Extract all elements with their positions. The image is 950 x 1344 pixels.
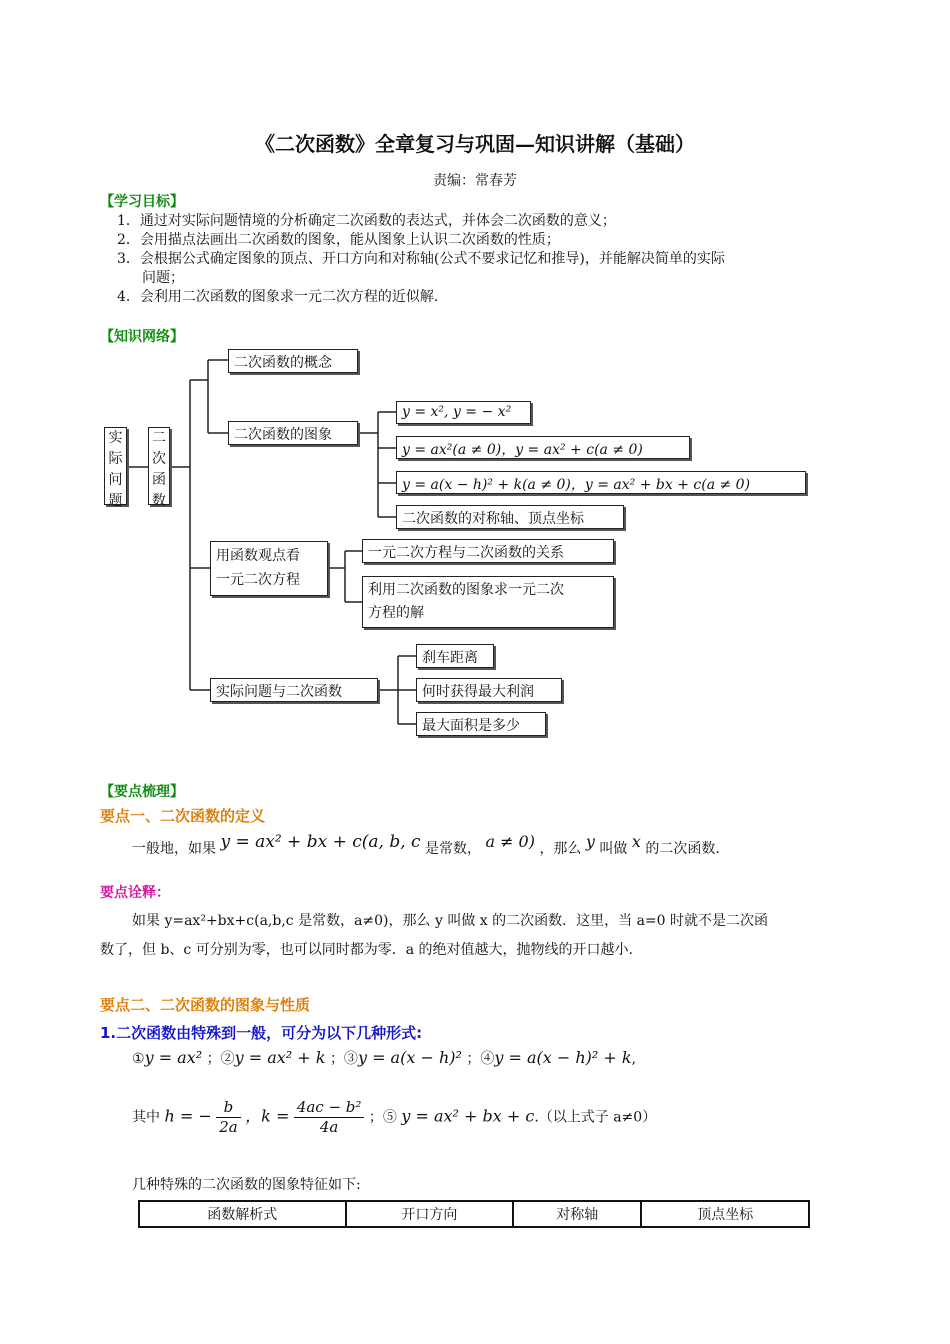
explain-line: 如果 y=ax²+bx+c(a,b,c 是常数，a≠0)，那么 y 叫做 x 的二次函数．这里，当 a=0 时就不是二次函 bbox=[132, 913, 769, 929]
table-header-cell: 对称轴 bbox=[513, 1201, 641, 1227]
where-text: 其中 bbox=[132, 1109, 160, 1126]
k-denominator: 4a bbox=[319, 1118, 339, 1136]
def-formula: y = ax² + bx + c(a, b, c bbox=[220, 832, 421, 852]
h-numerator: b bbox=[216, 1098, 241, 1118]
equation-line: 用函数观点看 bbox=[216, 548, 300, 564]
sub-char: 次 bbox=[152, 451, 166, 467]
objectives-heading: 【学习目标】 bbox=[100, 194, 184, 210]
def-var-x: x bbox=[631, 832, 641, 851]
h-formula: h = − bbox=[164, 1106, 212, 1126]
form-formula: y = a(x − h)² + k bbox=[494, 1048, 632, 1067]
k-formula: ，k = bbox=[245, 1106, 290, 1126]
sub-char: 数 bbox=[152, 493, 166, 509]
graph-item-3: y = a(x − h)² + k(a ≠ 0)，y = ax² + bx + c(a ≠ 0) bbox=[396, 471, 806, 494]
h-denominator: 2a bbox=[219, 1118, 238, 1136]
equation-item-line: 利用二次函数的图象求一元二次 bbox=[368, 582, 564, 598]
objective-item: 2．会用描点法画出二次函数的图象，能从图象上认识二次函数的性质； bbox=[117, 232, 560, 248]
objective-item: 4．会利用二次函数的图象求一元二次方程的近似解. bbox=[117, 289, 439, 305]
subpoint-1: 1.二次函数由特殊到一般，可分为以下几种形式: bbox=[100, 1024, 423, 1042]
root-char: 际 bbox=[108, 451, 123, 467]
root-char: 问 bbox=[108, 472, 123, 488]
def-text: 的二次函数. bbox=[645, 841, 720, 857]
def-text: 叫做 bbox=[599, 841, 628, 857]
def-text: ，那么 bbox=[539, 841, 582, 857]
practical-item-1: 刹车距离 bbox=[416, 644, 494, 668]
form-formula: y = ax² + k bbox=[234, 1048, 326, 1067]
form-formula: y = ax² + bx + c bbox=[401, 1106, 535, 1126]
summary-heading: 【要点梳理】 bbox=[100, 784, 184, 800]
node-practical: 实际问题与二次函数 bbox=[210, 678, 378, 702]
sub-char: 函 bbox=[152, 472, 166, 488]
def-text: 一般地，如果 bbox=[132, 841, 216, 857]
table-header-cell: 函数解析式 bbox=[139, 1201, 346, 1227]
explain-line: 数了，但 b、c 可分别为零，也可以同时都为零．a 的绝对值越大，抛物线的开口越小. bbox=[100, 942, 633, 958]
table-header-cell: 顶点坐标 bbox=[641, 1201, 809, 1227]
graph-item-4: 二次函数的对称轴、顶点坐标 bbox=[396, 505, 624, 529]
form-formula: y = a(x − h)² bbox=[357, 1048, 462, 1067]
h-fraction bbox=[216, 1098, 241, 1137]
node-concept: 二次函数的概念 bbox=[228, 349, 358, 373]
form-marker: ；④ bbox=[466, 1051, 495, 1067]
page-title: 《二次函数》全章复习与巩固—知识讲解（基础） bbox=[255, 132, 695, 156]
form-note: .（以上式子 a≠0） bbox=[534, 1109, 657, 1126]
objective-item: 1．通过对实际问题情境的分析确定二次函数的表达式，并体会二次函数的意义； bbox=[117, 213, 616, 229]
equation-item-line: 方程的解 bbox=[368, 605, 424, 621]
point2-heading: 要点二、二次函数的图象与性质 bbox=[100, 996, 311, 1014]
node-equation bbox=[210, 541, 328, 596]
form-marker: ；⑤ bbox=[368, 1109, 397, 1126]
network-heading: 【知识网络】 bbox=[100, 329, 184, 345]
def-var-y: y bbox=[585, 832, 595, 851]
objective-item: 问题； bbox=[142, 270, 184, 286]
equation-item-2 bbox=[362, 576, 614, 628]
form-formula: y = ax² bbox=[144, 1048, 203, 1067]
network-quadratic-box bbox=[148, 427, 170, 509]
node-graph: 二次函数的图象 bbox=[228, 421, 358, 445]
feature-table bbox=[138, 1200, 810, 1228]
editor-line: 责编：常春芳 bbox=[433, 173, 517, 189]
network-root-box bbox=[104, 427, 127, 509]
equation-line: 一元二次方程 bbox=[216, 572, 300, 588]
where-line bbox=[132, 1098, 656, 1137]
practical-item-3: 最大面积是多少 bbox=[416, 712, 546, 736]
explain-heading: 要点诠释： bbox=[100, 885, 170, 901]
sub-char: 二 bbox=[152, 430, 166, 446]
root-char: 题 bbox=[108, 493, 123, 509]
def-condition: a ≠ 0) bbox=[485, 832, 535, 851]
graph-item-2: y = ax²(a ≠ 0)，y = ax² + c(a ≠ 0) bbox=[396, 436, 690, 459]
table-header-cell: 开口方向 bbox=[346, 1201, 514, 1227]
form-marker: ；② bbox=[206, 1051, 235, 1067]
form-marker: , bbox=[631, 1051, 637, 1067]
root-char: 实 bbox=[108, 430, 123, 446]
table-intro: 几种特殊的二次函数的图象特征如下: bbox=[132, 1177, 361, 1193]
k-numerator: 4ac − b² bbox=[294, 1098, 365, 1118]
objective-item: 3．会根据公式确定图象的顶点、开口方向和对称轴(公式不要求记忆和推导)，并能解决简单的实际 bbox=[117, 251, 725, 267]
def-text: 是常数， bbox=[424, 841, 481, 857]
graph-item-1: y = x², y = − x² bbox=[396, 401, 531, 424]
k-fraction bbox=[294, 1098, 365, 1137]
forms-line bbox=[132, 1048, 636, 1068]
practical-item-2: 何时获得最大利润 bbox=[416, 678, 562, 702]
form-marker: ；③ bbox=[329, 1051, 358, 1067]
equation-item-1: 一元二次方程与二次函数的关系 bbox=[362, 539, 614, 563]
table-header-row bbox=[139, 1201, 809, 1227]
form-marker: ① bbox=[132, 1051, 145, 1067]
definition-line bbox=[132, 832, 720, 858]
point1-heading: 要点一、二次函数的定义 bbox=[100, 807, 266, 825]
